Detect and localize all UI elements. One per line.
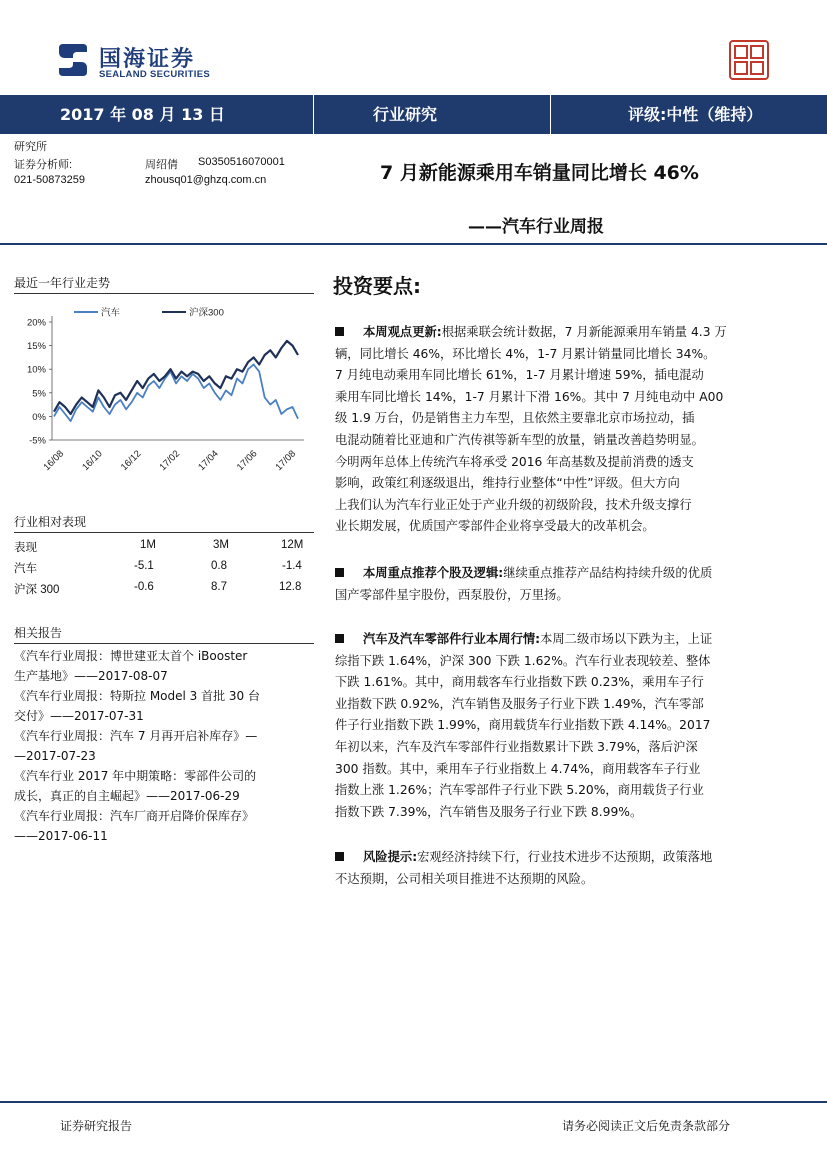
point-text: 下跌 1.61%。其中，商用载客车行业指数下跌 0.23%，乘用车子行 <box>335 675 704 690</box>
table-cell: 汽车 <box>14 563 37 575</box>
table-cell: -0.6 <box>134 581 154 593</box>
related-report-line: ——2017-06-11 <box>14 829 108 843</box>
related-report-line: 交付》——2017-07-31 <box>14 709 144 723</box>
section-rule <box>14 293 314 294</box>
trend-chart <box>14 300 314 480</box>
analyst-email[interactable]: zhousq01@ghzq.com.cn <box>145 174 267 186</box>
point-text: 业指数下跌 0.92%，汽车销售及服务子行业下跌 1.49%，汽车零部 <box>335 696 704 711</box>
y-tick-label: -5% <box>29 435 46 447</box>
related-report-line: 生产基地》——2017-08-07 <box>14 669 168 683</box>
report-title: 7 月新能源乘用车销量同比增长 46% <box>380 162 699 184</box>
research-seal-icon <box>729 40 769 80</box>
brand-logo <box>55 40 255 86</box>
related-report-line: 《汽车行业周报：特斯拉 Model 3 首批 30 台 <box>14 689 261 703</box>
section-rule <box>14 532 314 533</box>
table-row <box>14 579 314 600</box>
point-text: 上我们认为汽车行业正处于产业升级的初级阶段，技术升级支撑行 <box>335 497 692 512</box>
point-text: 综指下跌 1.64%，沪深 300 下跌 1.62%。汽车行业表现较差、整体 <box>335 653 711 668</box>
analyst-name: 周绍倩 <box>145 159 178 171</box>
x-tick-label: 16/08 <box>41 448 67 473</box>
point-text: 继续重点推荐产品结构持续升级的优质 <box>503 566 713 580</box>
x-tick-label: 17/06 <box>234 448 260 473</box>
table-cell: 12.8 <box>279 581 302 593</box>
bullet-icon <box>335 634 344 643</box>
table-cell: -5.1 <box>134 560 154 572</box>
x-tick-label: 17/04 <box>196 448 221 473</box>
x-tick-label: 16/10 <box>80 448 105 473</box>
y-tick-label: 10% <box>26 364 46 376</box>
point-text: 级 1.9 万台，仍是销售主力车型，且依然主要靠北京市场拉动，插 <box>335 411 695 426</box>
header-rule <box>0 243 827 245</box>
point-text: 300 指数。其中，乘用车子行业指数上 4.74%，商用载客车子行业 <box>335 761 701 776</box>
banner-divider <box>313 95 314 134</box>
point-text: 乘用车同比增长 14%，1-7 月累计下滑 16%。其中 7 月纯电动中 A00 <box>335 389 724 404</box>
y-tick-label: 15% <box>26 341 46 353</box>
table-cell: 0.8 <box>211 560 227 572</box>
relative-table <box>14 537 314 600</box>
point-label: 本周观点更新: <box>363 325 442 339</box>
bullet-icon <box>335 852 344 861</box>
related-report-line: 《汽车行业周报：汽车厂商开启降价保库存》 <box>14 809 255 823</box>
related-heading: 相关报告 <box>14 626 63 640</box>
related-report-line: 《汽车行业周报：博世建亚太首个 iBooster <box>14 649 248 663</box>
relative-heading: 行业相对表现 <box>14 515 87 529</box>
footer-rule <box>0 1101 827 1103</box>
y-tick-label: 20% <box>26 317 46 329</box>
x-tick-label: 17/02 <box>157 448 183 473</box>
table-cell: 沪深 300 <box>14 584 60 596</box>
footer-right: 请务必阅读正文后免责条款部分 <box>562 1119 731 1133</box>
bullet-icon <box>335 327 344 336</box>
table-header-row <box>14 537 314 558</box>
brand-name-cn: 国海证券 <box>99 47 196 72</box>
footer-left: 证券研究报告 <box>60 1119 133 1133</box>
related-reports <box>14 646 314 846</box>
table-cell: -1.4 <box>282 560 302 572</box>
analyst-license: S0350516070001 <box>198 156 285 168</box>
point-text: 7 月纯电动乘用车同比增长 61%，1-7 月累计增速 59%，插电混动 <box>335 368 704 383</box>
y-tick-label: 5% <box>32 388 46 400</box>
sealand-logo-icon <box>55 42 91 78</box>
point-text: 今明两年总体上传统汽车将承受 2016 年高基数及提前消费的透支 <box>335 454 694 469</box>
point-text: 业长期发展，优质国产零部件企业将享受最大的改革机会。 <box>335 519 655 534</box>
dept: 研究所 <box>14 141 47 153</box>
brand-name-en: SEALAND SECURITIES <box>99 69 210 80</box>
header-banner <box>0 95 827 134</box>
point-text: 指数下跌 7.39%，汽车销售及服务子行业下跌 8.99%。 <box>335 804 643 819</box>
table-header: 表现 <box>14 542 37 554</box>
point-text: 年初以来，汽车及汽车零部件行业指数累计下跌 3.79%，落后沪深 <box>335 739 698 754</box>
x-tick-label: 16/12 <box>118 448 144 473</box>
point-text: 宏观经济持续下行，行业技术进步不达预期，政策落地 <box>417 850 713 864</box>
bullet-icon <box>335 568 344 577</box>
report-date: 2017 年 08 月 13 日 <box>60 105 225 124</box>
report-rating: 评级:中性（维持） <box>628 105 763 124</box>
table-header: 12M <box>281 539 304 551</box>
legend-label: 沪深300 <box>189 307 224 319</box>
series-line-auto <box>54 365 298 422</box>
point-text: 辆，同比增长 46%，环比增长 4%，1-7 月累计销量同比增长 34%。 <box>335 346 716 361</box>
report-subtitle: ——汽车行业周报 <box>468 217 604 237</box>
point-text: 影响，政策红利逐级退出，维持行业整体“中性”评级。但大方向 <box>335 476 680 491</box>
related-report-line: 《汽车行业周报：汽车 7 月再开启补库存》— <box>14 729 258 743</box>
related-report-line: 《汽车行业 2017 年中期策略：零部件公司的 <box>14 769 257 783</box>
related-report-line: 成长，真正的自主崛起》——2017-06-29 <box>14 789 240 803</box>
point-text: 国产零部件星宇股份，西泵股份，万里扬。 <box>335 587 569 602</box>
report-type: 行业研究 <box>373 105 438 124</box>
point-label: 风险提示: <box>363 850 418 864</box>
x-tick-label: 17/08 <box>273 448 299 473</box>
point-text: 本周二级市场以下跌为主，上证 <box>540 632 713 646</box>
point-label: 汽车及汽车零部件行业本周行情: <box>363 632 541 646</box>
table-row <box>14 558 314 579</box>
point-text: 件子行业指数下跌 1.99%，商用载货车行业指数下跌 4.14%。2017 <box>335 718 711 733</box>
analyst-role: 证券分析师: <box>14 159 73 171</box>
banner-divider <box>550 95 551 134</box>
key-points-heading: 投资要点: <box>333 274 421 298</box>
section-rule <box>14 643 314 644</box>
series-line-hs300 <box>54 341 298 414</box>
table-cell: 8.7 <box>211 581 227 593</box>
point-text: 指数上涨 1.26%；汽车零部件子行业下跌 5.20%，商用载货子行业 <box>335 783 704 798</box>
legend-label: 汽车 <box>101 307 121 319</box>
point-text: 电混动随着比亚迪和广汽传祺等新车型的放量，销量改善趋势明显。 <box>335 432 704 447</box>
point-label: 本周重点推荐个股及逻辑: <box>363 566 504 580</box>
trend-heading: 最近一年行业走势 <box>14 276 111 290</box>
point-text: 不达预期，公司相关项目推进不达预期的风险。 <box>335 871 594 886</box>
analyst-phone: 021-50873259 <box>14 174 85 186</box>
point-text: 根据乘联会统计数据，7 月新能源乘用车销量 4.3 万 <box>441 325 727 339</box>
table-header: 1M <box>140 539 156 551</box>
related-report-line: —2017-07-23 <box>14 749 96 763</box>
y-tick-label: 0% <box>32 411 46 423</box>
table-header: 3M <box>213 539 229 551</box>
